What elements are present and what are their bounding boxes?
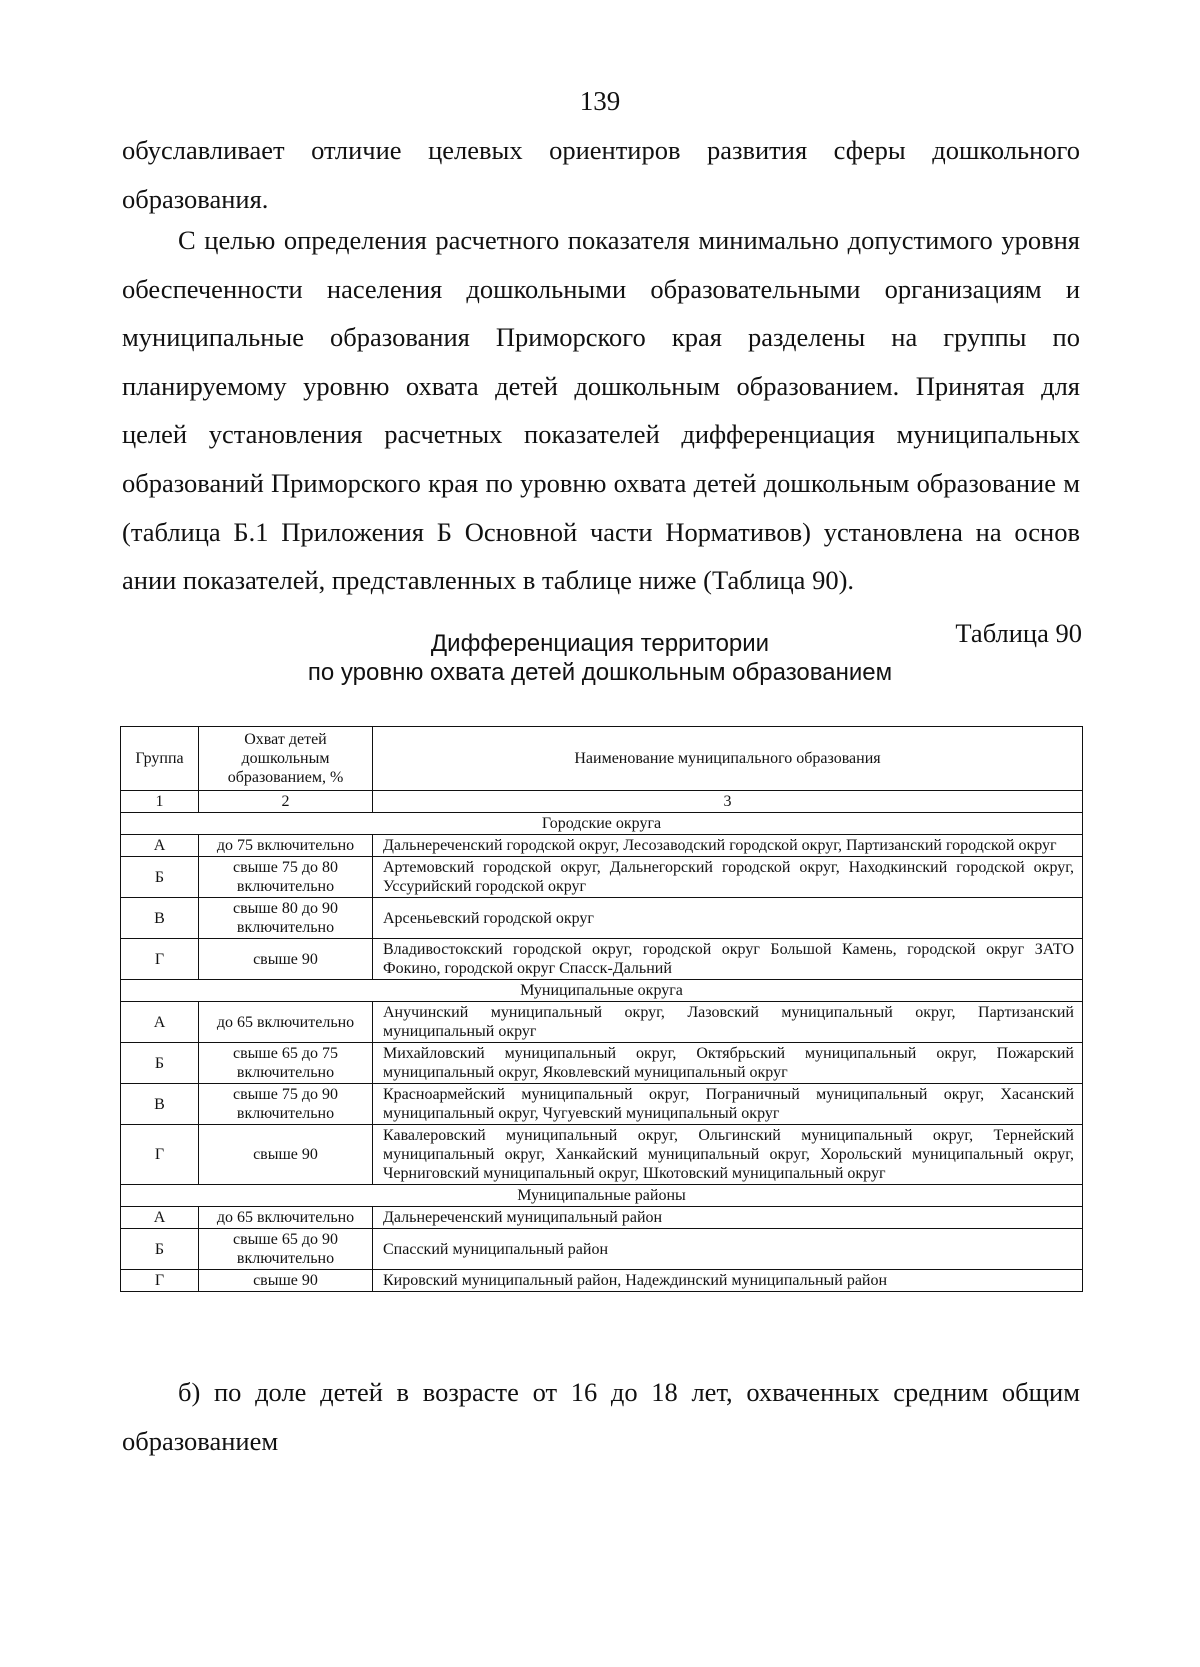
paragraph-closing: б) по доле детей в возрасте от 16 до 18 лет, охваченных средним общим образованием xyxy=(122,1377,1080,1456)
header-group: Группа xyxy=(121,727,199,791)
coverage-cell: свыше 65 до 90 включительно xyxy=(199,1229,373,1270)
group-cell: Б xyxy=(121,1043,199,1084)
table-row xyxy=(121,1043,1083,1084)
coverage-cell: свыше 90 xyxy=(199,1125,373,1185)
section-title: Муниципальные районы xyxy=(121,1185,1083,1207)
column-number-row xyxy=(121,791,1083,813)
coverage-cell: свыше 65 до 75 включительно xyxy=(199,1043,373,1084)
group-cell: Г xyxy=(121,1125,199,1185)
coverage-cell: свыше 90 xyxy=(199,939,373,980)
group-cell: А xyxy=(121,835,199,857)
table-row xyxy=(121,857,1083,898)
header-name: Наименование муниципального образования xyxy=(373,727,1083,791)
section-title: Муниципальные округа xyxy=(121,980,1083,1002)
page-number: 139 xyxy=(579,86,621,116)
names-cell: Дальнереченский муниципальный район xyxy=(373,1207,1083,1229)
coverage-cell: до 75 включительно xyxy=(199,835,373,857)
names-cell: Кавалеровский муниципальный округ, Ольгинский муниципальный округ, Тернейский муниципальный округ, Ханкайский муниципальный округ, Хорольский муниципальный округ, Черниговский муниципальный округ, Шкотовский муниципальный округ xyxy=(373,1125,1083,1185)
names-cell: Кировский муниципальный район, Надеждинский муниципальный район xyxy=(373,1270,1083,1292)
table-header-row xyxy=(121,727,1083,791)
coverage-cell: свыше 75 до 80 включительно xyxy=(199,857,373,898)
table-row xyxy=(121,1207,1083,1229)
table-row xyxy=(121,1125,1083,1185)
differentiation-table xyxy=(120,726,1083,1292)
names-cell: Красноармейский муниципальный округ, Пограничный муниципальный округ, Хасанский муниципальный округ, Чугуевский муниципальный округ xyxy=(373,1084,1083,1125)
section-row xyxy=(121,980,1083,1002)
group-cell: Г xyxy=(121,939,199,980)
table-row xyxy=(121,1270,1083,1292)
section-title: Городские округа xyxy=(121,813,1083,835)
table-row xyxy=(121,939,1083,980)
col-number: 2 xyxy=(199,791,373,813)
coverage-cell: свыше 90 xyxy=(199,1270,373,1292)
names-cell: Михайловский муниципальный округ, Октябрьский муниципальный округ, Пожарский муниципальный округ, Яковлевский муниципальный округ xyxy=(373,1043,1083,1084)
names-cell: Артемовский городской округ, Дальнегорский городской округ, Находкинский городской округ, Уссурийский городской округ xyxy=(373,857,1083,898)
table-number: Таблица 90 xyxy=(955,618,1082,648)
table-row xyxy=(121,1002,1083,1043)
table-row xyxy=(121,835,1083,857)
group-cell: В xyxy=(121,1084,199,1125)
group-cell: Б xyxy=(121,1229,199,1270)
paragraph-main: С целью определения расчетного показателя минимально допустимого уровня обеспеченности населения дошкольными образовательными организациям и муниципальные образования Приморского края разделены на группы по планируемому уровню охвата детей дошкольным образованием. Принятая для целей установления расчетных показателей дифференциация муниципальных образований Приморского края по уровню охвата детей дошкольным образование м (таблица Б.1 Приложения Б Основной части Нормативов) установлена на основ ании показателей, представленных в таблице ниже (Таблица 90). xyxy=(122,225,1080,596)
group-cell: Б xyxy=(121,857,199,898)
names-cell: Спасский муниципальный район xyxy=(373,1229,1083,1270)
table-title-line-1: Дифференциация территории xyxy=(430,630,770,657)
coverage-cell: до 65 включительно xyxy=(199,1002,373,1043)
names-cell: Анучинский муниципальный округ, Лазовский муниципальный округ, Партизанский муниципальный округ xyxy=(373,1002,1083,1043)
group-cell: А xyxy=(121,1207,199,1229)
coverage-cell: свыше 80 до 90 включительно xyxy=(199,898,373,939)
col-number: 1 xyxy=(121,791,199,813)
group-cell: А xyxy=(121,1002,199,1043)
table-row xyxy=(121,898,1083,939)
names-cell: Арсеньевский городской округ xyxy=(373,898,1083,939)
table-row xyxy=(121,1084,1083,1125)
names-cell: Владивостокский городской округ, городской округ Большой Камень, городской округ ЗАТО Фокино, городской округ Спасск-Дальний xyxy=(373,939,1083,980)
col-number: 3 xyxy=(373,791,1083,813)
coverage-cell: до 65 включительно xyxy=(199,1207,373,1229)
table-title-line-2: по уровню охвата детей дошкольным образованием xyxy=(307,659,893,686)
group-cell: В xyxy=(121,898,199,939)
names-cell: Дальнереченский городской округ, Лесозаводский городской округ, Партизанский городской округ xyxy=(373,835,1083,857)
header-coverage: Охват детей дошкольным образованием, % xyxy=(199,727,373,791)
table-row xyxy=(121,1229,1083,1270)
coverage-cell: свыше 75 до 90 включительно xyxy=(199,1084,373,1125)
group-cell: Г xyxy=(121,1270,199,1292)
paragraph-intro: обуславливает отличие целевых ориентиров развития сферы дошкольного образования. xyxy=(122,135,1080,214)
section-row xyxy=(121,813,1083,835)
section-row xyxy=(121,1185,1083,1207)
